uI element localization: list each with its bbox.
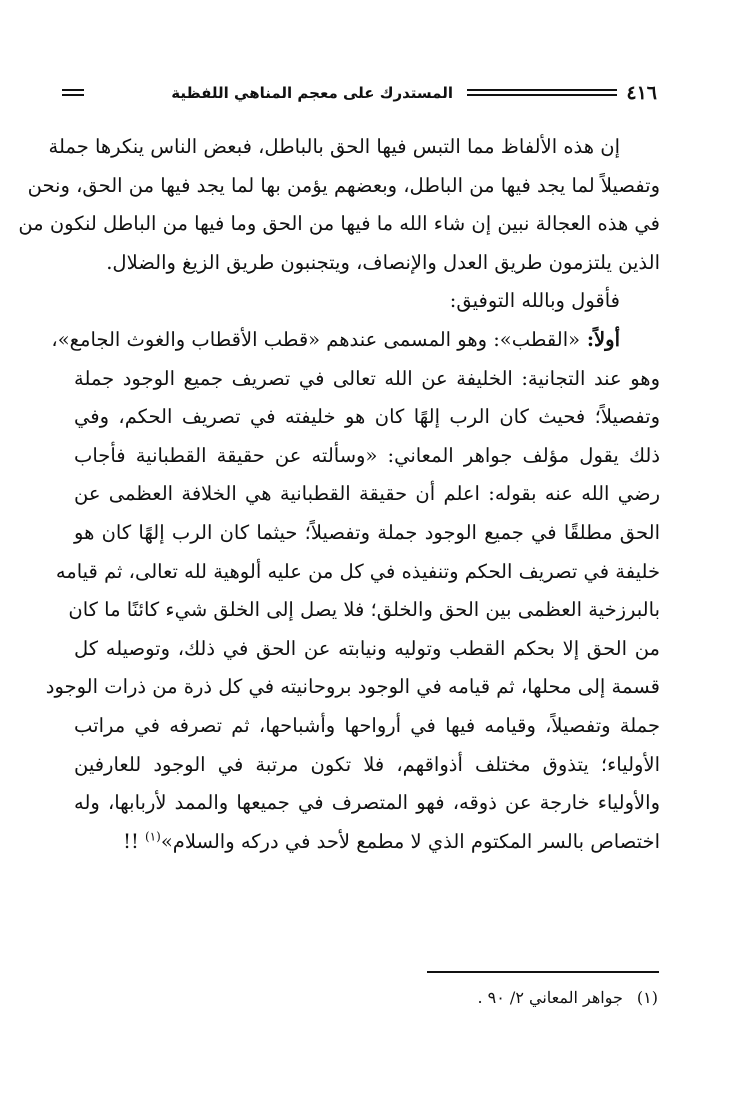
section-lead: أولاً: — [580, 327, 620, 351]
text-line: رضي الله عنه بقوله: اعلم أن حقيقة القطبانية هي الخلافة العظمى عن — [74, 482, 660, 506]
footnote — [477, 986, 658, 1010]
text-line: الذين يلتزمون طريق العدل والإنصاف، ويتجنبون طريق الزيغ والضلال. — [106, 250, 660, 274]
text-line: ذلك يقول مؤلف جواهر المعاني: «وسألته عن حقيقة القطبانية فأجاب — [74, 443, 660, 467]
body-text — [18, 128, 660, 861]
text-line: قسمة إلى محلها، ثم قيامه في الوجود بروحانيته في كل ذرة من ذرات الوجود — [45, 675, 660, 699]
text-line: فأقول وبالله التوفيق: — [449, 289, 620, 313]
header-rule-middle — [467, 89, 617, 96]
section-lead-text: «القطب»: وهو المسمى عندهم «قطب الأقطاب والغوث الجامع»، — [51, 327, 581, 351]
text-line: والأولياء خارجة عن ذوقه، فهو المتصرف في جميعها والممد لأربابها، وله — [74, 791, 660, 815]
text-line — [51, 321, 660, 360]
text-line — [74, 823, 660, 862]
footnote-marker[interactable]: (١) — [144, 829, 161, 844]
text-line: بالبرزخية العظمى بين الحق والخلق؛ فلا يصل إلى الخلق شيء كائنًا ما كان — [68, 598, 660, 622]
text-line: وتفصيلاً لما يجد فيها من الباطل، وبعضهم يؤمن بها لما يجد فيها من الحق، ونحن — [27, 173, 660, 197]
footnote-separator — [427, 971, 659, 973]
text-line: وتفصيلاً؛ فحيث كان الرب إلهًا كان هو خليفته في تصريف الحكم، وفي — [74, 405, 660, 429]
text-line: الحق مطلقًا في جميع الوجود جملة وتفصيلاً؛ حيثما كان الرب إلهًا كان هو — [74, 520, 660, 544]
text-line: في هذه العجالة نبين إن شاء الله ما فيها من الحق وما فيها من الباطل لنكون من — [18, 212, 660, 236]
last-line-tail: !! — [123, 829, 145, 853]
page-number: ٤١٦ — [626, 82, 657, 104]
header-rule-left — [62, 89, 84, 96]
text-line: من الحق إلا بحكم القطب وتوليه ونيابته عن الحق في ذلك، وتوصيله كل — [74, 636, 660, 660]
running-title: المستدرك على معجم المناهي اللفظية — [171, 84, 453, 102]
text-line: إن هذه الألفاظ مما التبس فيها الحق بالباطل، فبعض الناس ينكرها جملة — [48, 135, 620, 158]
text-line: الأولياء؛ يتذوق مختلف أذواقهم، فلا تكون مرتبة في الوجود للعارفين — [74, 752, 660, 776]
footnote-number: (١) — [636, 988, 658, 1007]
text-line: جملة وتفصيلاً، وقيامه فيها في أرواحها وأشباحها، ثم تصرفه في مراتب — [74, 713, 660, 737]
text-line: خليفة في تصريف الحكم وتنفيذه في كل من عليه ألوهية لله تعالى، ثم قيامه — [55, 559, 660, 583]
footnote-text: جواهر المعاني ٢/ ٩٠ . — [477, 988, 623, 1007]
last-line-text: اختصاص بالسر المكتوم الذي لا مطمع لأحد في دركه والسلام» — [160, 829, 660, 853]
text-line: وهو عند التجانية: الخليفة عن الله تعالى في تصريف جميع الوجود جملة — [74, 366, 660, 390]
running-header — [62, 80, 657, 106]
